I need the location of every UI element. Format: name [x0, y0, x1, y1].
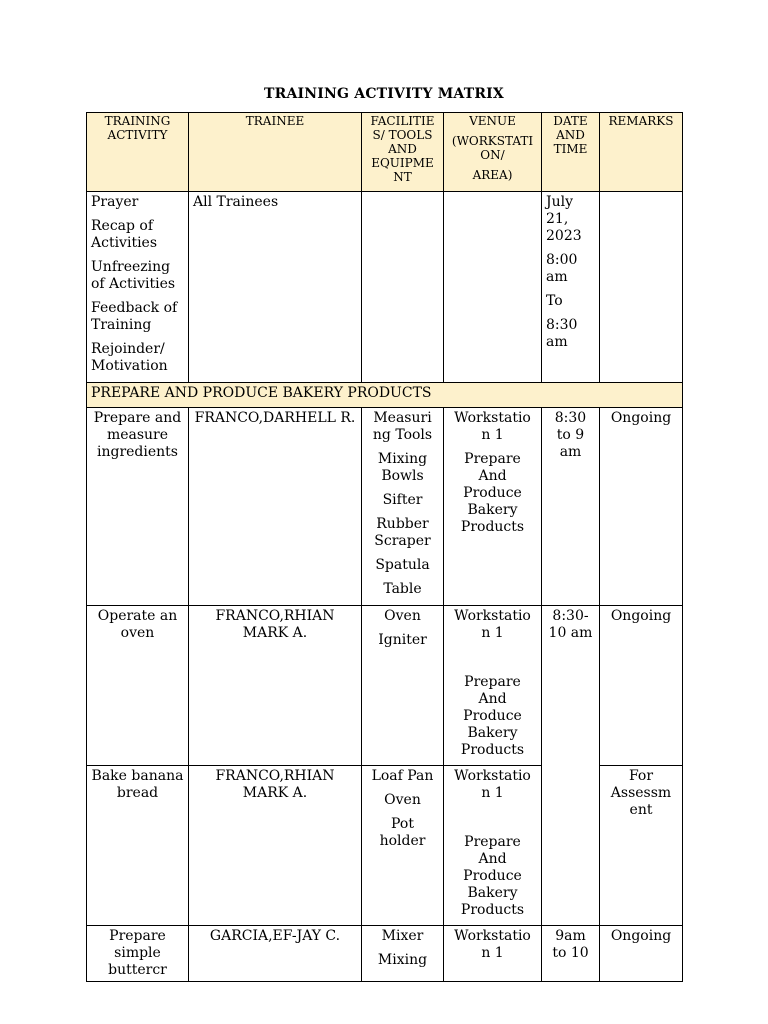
row-tools — [362, 766, 444, 926]
tool-item: Sifter — [382, 492, 423, 508]
row-trainee: GARCIA,EF-JAY C. — [189, 926, 362, 982]
opening-date — [542, 192, 600, 383]
row-activity: Prepare simple buttercr — [87, 926, 189, 982]
row-activity: Prepare and measure ingredients — [87, 408, 189, 606]
tool-item: Rubber Scraper — [374, 516, 431, 549]
tool-item: Mixing — [377, 952, 428, 968]
tool-item: Igniter — [378, 632, 427, 648]
opening-row — [87, 192, 683, 383]
row-trainee: FRANCO,RHIAN MARK A. — [189, 606, 362, 766]
row-venue — [444, 766, 542, 926]
row-remarks: Ongoing — [600, 408, 683, 606]
venue-workstation: Workstatio n 1 — [454, 410, 531, 443]
header-activity: TRAINING ACTIVITY — [87, 113, 189, 192]
date-line: July 21, 2023 — [546, 194, 582, 244]
activity-item: Unfreezing of Activities — [91, 259, 176, 292]
row-trainee: FRANCO,DARHELL R. — [189, 408, 362, 606]
table-row — [87, 926, 683, 982]
row-trainee: FRANCO,RHIAN MARK A. — [189, 766, 362, 926]
venue-workstation: Workstatio n 1 — [454, 768, 531, 801]
row-venue: Workstatio n 1 — [444, 926, 542, 982]
header-venue-line1: VENUE — [469, 114, 516, 128]
venue-workstation: Workstatio n 1 — [454, 608, 531, 641]
table-row — [87, 408, 683, 606]
tool-item: Oven — [384, 608, 421, 624]
row-venue — [444, 408, 542, 606]
tool-item: Spatula — [375, 557, 430, 573]
training-matrix-table — [86, 112, 683, 982]
date-line: 8:00 am — [546, 252, 578, 285]
date-line: 8:30 am — [546, 317, 578, 350]
tool-item: Pot holder — [379, 816, 426, 849]
opening-facilities — [362, 192, 444, 383]
opening-venue — [444, 192, 542, 383]
activity-item: Rejoinder/ Motivation — [91, 341, 168, 374]
row-venue — [444, 606, 542, 766]
header-remarks: REMARKS — [600, 113, 683, 192]
header-trainee: TRAINEE — [189, 113, 362, 192]
tool-item: Measuri ng Tools — [372, 410, 433, 443]
tool-item: Table — [383, 581, 422, 597]
section-row — [87, 383, 683, 408]
venue-area: Prepare And Produce Bakery Products — [460, 834, 525, 918]
row-activity: Bake banana bread — [87, 766, 189, 926]
header-venue — [444, 113, 542, 192]
tool-item: Loaf Pan — [371, 768, 434, 784]
header-date: DATE AND TIME — [542, 113, 600, 192]
row-tools — [362, 408, 444, 606]
row-activity: Operate an oven — [87, 606, 189, 766]
header-facilities: FACILITIE S/ TOOLS AND EQUIPME NT — [362, 113, 444, 192]
tool-item: Mixer — [381, 928, 424, 944]
opening-activities — [87, 192, 189, 383]
opening-remarks — [600, 192, 683, 383]
tool-item: Oven — [384, 792, 421, 808]
document-title: TRAINING ACTIVITY MATRIX — [264, 86, 504, 102]
header-venue-line3: AREA) — [472, 168, 513, 182]
row-remarks: Ongoing — [600, 606, 683, 766]
header-row — [87, 113, 683, 192]
row-tools — [362, 606, 444, 766]
section-title: PREPARE AND PRODUCE BAKERY PRODUCTS — [87, 383, 683, 408]
activity-item: Recap of Activities — [91, 218, 158, 251]
row-time: 9am to 10 — [542, 926, 600, 982]
header-venue-line2: (WORKSTATI ON/ — [451, 134, 534, 162]
row-time: 8:30- 10 am — [542, 606, 600, 926]
row-remarks: Ongoing — [600, 926, 683, 982]
activity-item: Prayer — [91, 194, 139, 210]
table-row — [87, 606, 683, 766]
venue-area: Prepare And Produce Bakery Products — [460, 674, 525, 758]
date-line: To — [546, 293, 563, 309]
row-remarks: For Assessm ent — [600, 766, 683, 926]
row-tools — [362, 926, 444, 982]
tool-item: Mixing Bowls — [377, 451, 428, 484]
venue-area: Prepare And Produce Bakery Products — [460, 451, 525, 535]
opening-trainee: All Trainees — [189, 192, 362, 383]
row-time: 8:30 to 9 am — [542, 408, 600, 606]
activity-item: Feedback of Training — [91, 300, 178, 333]
